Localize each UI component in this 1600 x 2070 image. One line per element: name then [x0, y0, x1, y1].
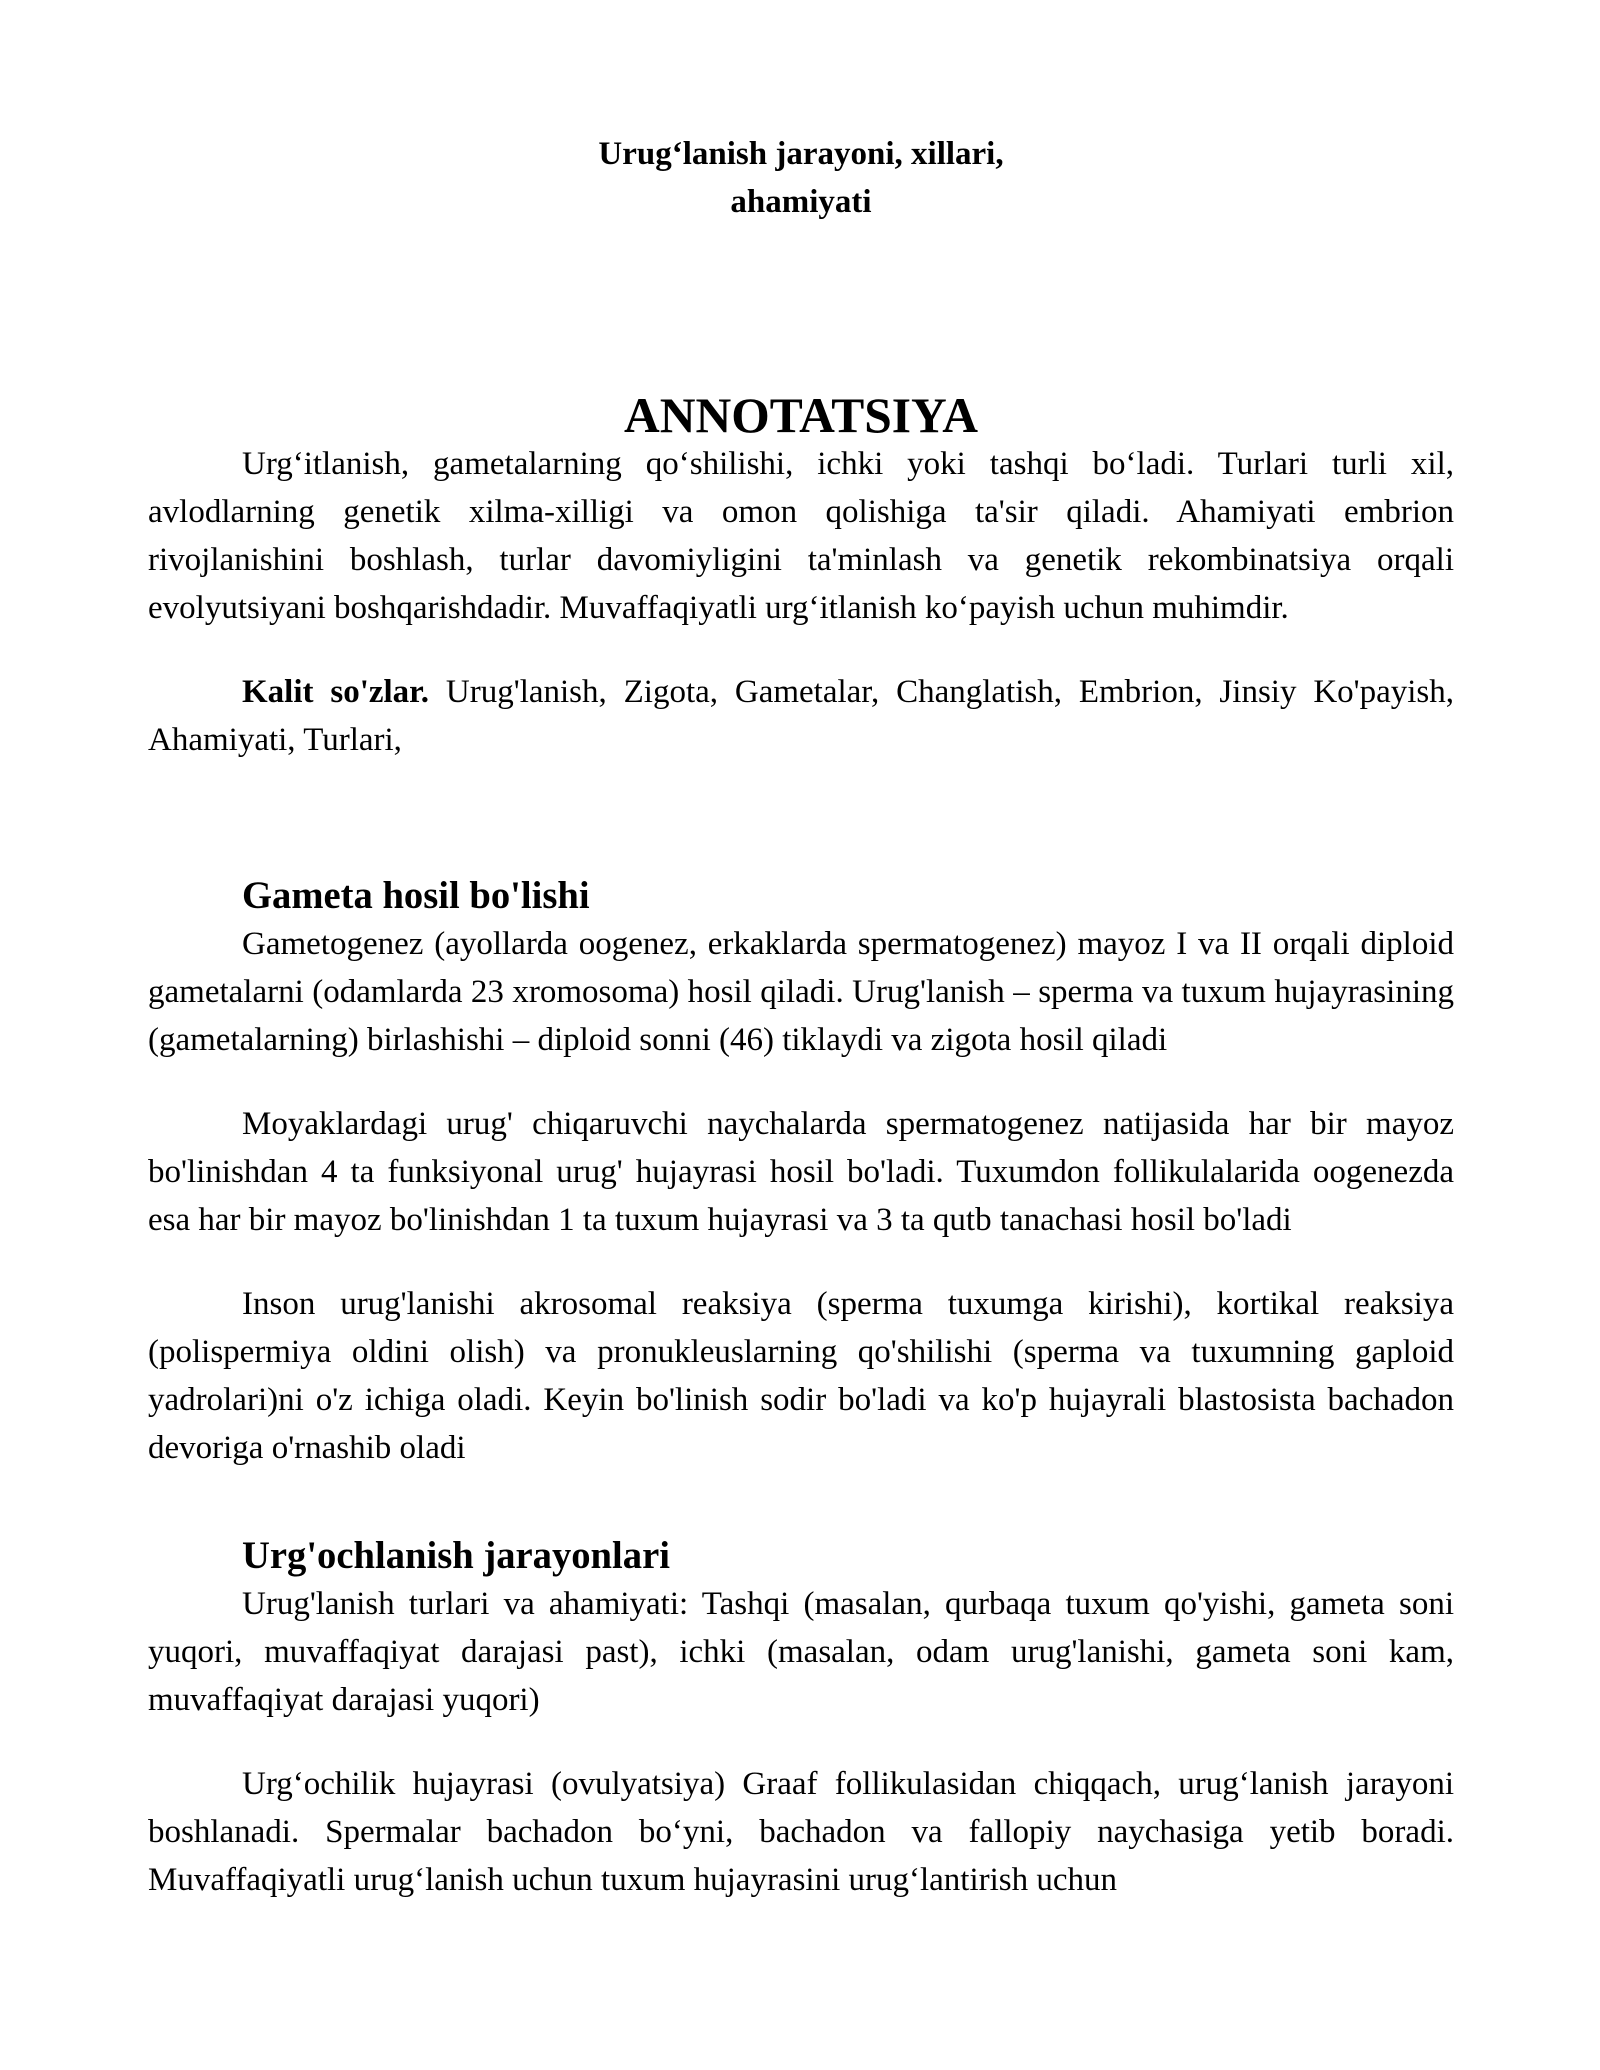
keywords-paragraph — [148, 668, 1454, 764]
title-line-1: Urug‘lanish jarayoni, xillari, — [598, 136, 1004, 172]
keywords-label: Kalit so'zlar. — [242, 674, 430, 710]
annotation-paragraph: Urg‘itlanish, gametalarning qo‘shilishi, ichki yoki tashqi bo‘ladi. Turlari turli xil, avlodlarning genetik xilma-xilligi va omon qolishiga ta'sir qiladi. Ahamiyati embrion rivojlanishini boshlash, turlar davomiyligini ta'minlash va genetik rekombinatsiya orqali evolyutsiyani boshqarishdadir. Muvaffaqiyatli urg‘itlanish ko‘payish uchun muhimdir. — [148, 446, 1454, 626]
section-heading-urgochlanish: Urg'ochlanish jarayonlari — [242, 1535, 670, 1577]
section1-paragraph-1: Gametogenez (ayollarda oogenez, erkaklarda spermatogenez) mayoz I va II orqali diploid gametalarni (odamlarda 23 xromosoma) hosil qiladi. Urug'lanish – sperma va tuxum hujayrasining (gametalarning) birlashishi – diploid sonni (46) tiklaydi va zigota hosil qiladi — [148, 926, 1454, 1058]
section-heading-gameta: Gameta hosil bo'lishi — [242, 875, 590, 917]
document-title — [148, 130, 1454, 226]
section2-paragraph-2: Urg‘ochilik hujayrasi (ovulyatsiya) Graaf follikulasidan chiqqach, urug‘lanish jarayoni boshlanadi. Spermalar bachadon bo‘yni, bachadon va fallopiy naychasiga yetib boradi. Muvaffaqiyatli urug‘lanish uchun tuxum hujayrasini urug‘lantirish uchun — [148, 1766, 1454, 1898]
section2-paragraph-1: Urug'lanish turlari va ahamiyati: Tashqi (masalan, qurbaqa tuxum qo'yishi, gameta soni yuqori, muvaffaqiyat darajasi past), ichki (masalan, odam urug'lanishi, gameta soni kam, muvaffaqiyat darajasi yuqori) — [148, 1586, 1454, 1718]
title-line-2: ahamiyati — [730, 184, 872, 220]
section1-paragraph-3: Inson urug'lanishi akrosomal reaksiya (sperma tuxumga kirishi), kortikal reaksiya (polispermiya oldini olish) va pronukleuslarning qo'shilishi (sperma va tuxumning gaploid yadrolari)ni o'z ichiga oladi. Keyin bo'linish sodir bo'ladi va ko'p hujayrali blastosista bachadon devoriga o'rnashib oladi — [148, 1286, 1454, 1466]
annotation-heading: ANNOTATSIYA — [624, 388, 978, 443]
document-page — [148, 130, 1454, 1904]
section1-paragraph-2: Moyaklardagi urug' chiqaruvchi naychalarda spermatogenez natijasida har bir mayoz bo'linishdan 4 ta funksiyonal urug' hujayrasi hosil bo'ladi. Tuxumdon follikulalarida oogenezda esa har bir mayoz bo'linishdan 1 ta tuxum hujayrasi va 3 ta qutb tanachasi hosil bo'ladi — [148, 1106, 1454, 1238]
keywords-text: Urug'lanish, Zigota, Gametalar, Changlatish, Embrion, Jinsiy Ko'payish, Ahamiyati, Turlari, — [148, 674, 1454, 758]
